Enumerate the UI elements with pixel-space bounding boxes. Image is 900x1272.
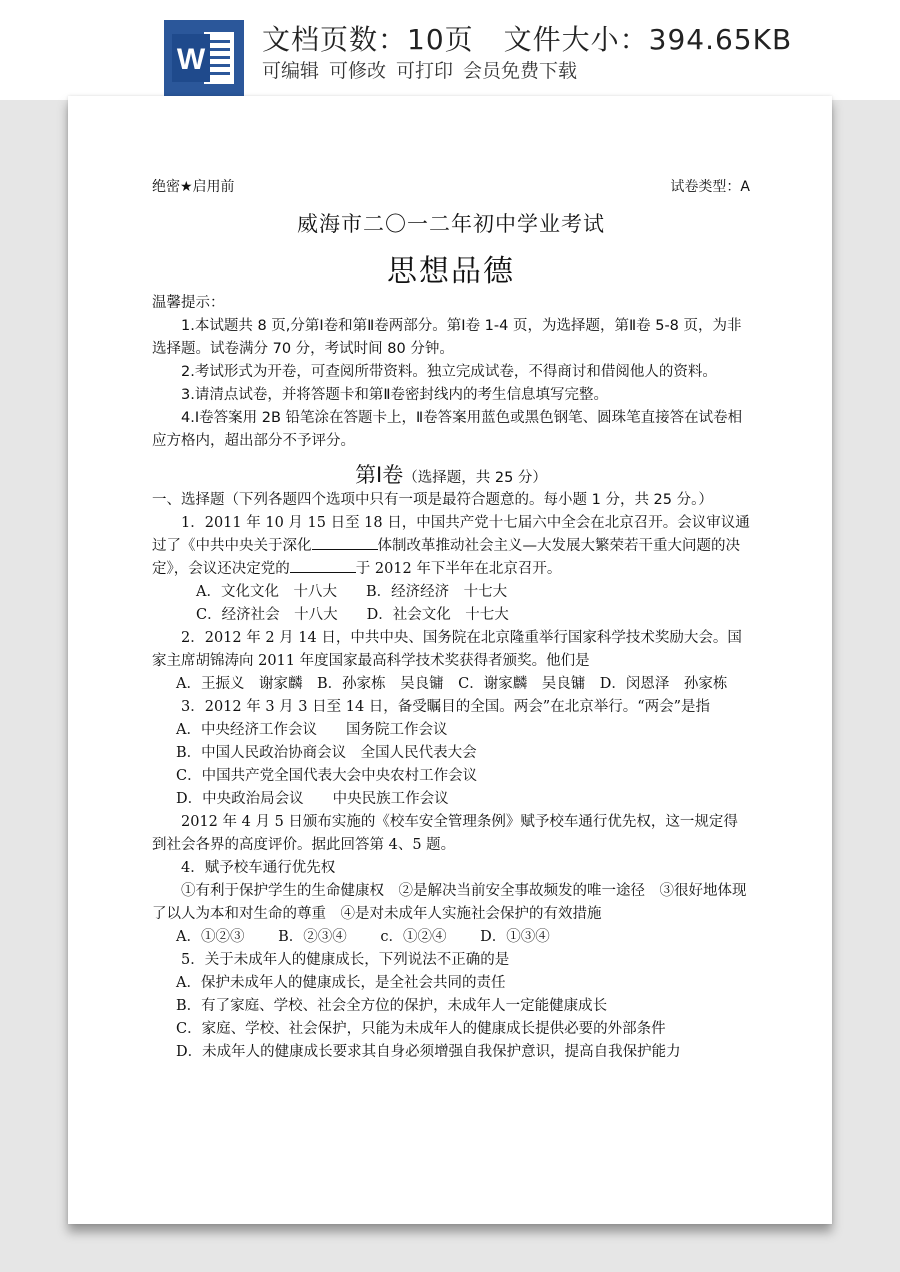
part-title: 一、选择题（下列各题四个选项中只有一项是最符合题意的。每小题 1 分，共 25 分。） — [152, 492, 713, 508]
blank-line — [290, 558, 356, 573]
question-2: 2．2012 年 2 月 14 日，中共中央、国务院在北京隆重举行国家科学技术奖励大会。国家主席胡锦涛向 2011 年度国家最高科学技术奖获得者颁奖。他们是 — [152, 630, 742, 669]
option: A．保护未成年人的健康成长，是全社会共同的责任 — [176, 975, 506, 991]
word-document-icon — [164, 20, 244, 96]
feature-modifiable: 可修改 — [329, 60, 387, 82]
notice-item: 4.Ⅰ卷答案用 2B 铅笔涂在答题卡上，Ⅱ卷答案用蓝色或黑色钢笔、圆珠笔直接答在试卷相应方格内，超出部分不予评分。 — [152, 410, 743, 449]
q1-options-row — [152, 604, 750, 627]
question-4: 4．赋予校车通行优先权 — [181, 860, 336, 876]
page-count: 文档页数：10页 — [262, 23, 474, 56]
confidential-label: 绝密★启用前 — [152, 179, 235, 195]
page-header — [152, 176, 750, 196]
q2-options-row — [152, 673, 750, 696]
feature-list — [262, 56, 587, 83]
option: A．王振义 谢家麟 — [176, 676, 303, 692]
question-3: 3．2012 年 3 月 3 日至 14 日，备受瞩目的全国。两会”在北京举行。“两会”是指 — [181, 699, 711, 715]
option: B．经济经济 十七大 — [365, 584, 508, 600]
option: C．谢家麟 吴良镛 — [458, 676, 586, 692]
q4-options-row — [152, 926, 750, 949]
notice-item: 3.请清点试卷，并将答题卡和第Ⅱ卷密封线内的考生信息填写完整。 — [181, 387, 608, 403]
option: A．①②③ — [176, 929, 245, 945]
file-size: 文件大小：394.65KB — [503, 23, 793, 56]
section-name: 第Ⅰ卷 — [355, 463, 404, 487]
option: D．社会文化 十七大 — [366, 607, 509, 623]
word-icon-letter: W — [176, 43, 206, 76]
page-content — [152, 176, 750, 1064]
q1-options-row — [152, 581, 750, 604]
option: A．文化文化 十八大 — [196, 584, 337, 600]
feature-editable: 可编辑 — [262, 60, 320, 82]
feature-printable: 可打印 — [396, 60, 454, 82]
section-note: （选择题，共 25 分） — [403, 470, 547, 486]
q4-statements: ①有利于保护学生的生命健康权 ②是解决当前安全事故频发的唯一途径 ③很好地体现了以人为本和对生命的尊重 ④是对未成年人实施社会保护的有效措施 — [152, 883, 747, 922]
option: B．孙家栋 吴良镛 — [316, 676, 444, 692]
option: C．中国共产党全国代表大会中央农村工作会议 — [176, 768, 478, 784]
feature-member-download: 会员免费下载 — [463, 60, 578, 82]
option: c．①②④ — [380, 929, 447, 945]
option: B．中国人民政治协商会议 全国人民代表大会 — [176, 745, 477, 761]
notice-item: 2.考试形式为开卷，可查阅所带资料。独立完成试卷，不得商讨和借阅他人的资料。 — [181, 364, 717, 380]
option: D．闵恩泽 孙家栋 — [599, 676, 728, 692]
option: C．家庭、学校、社会保护，只能为未成年人的健康成长提供必要的外部条件 — [176, 1021, 666, 1037]
blank-line — [312, 535, 378, 550]
download-banner — [0, 0, 900, 100]
option: B．②③④ — [278, 929, 347, 945]
question-list — [152, 489, 750, 1064]
question-5: 5．关于未成年人的健康成长，下列说法不正确的是 — [181, 952, 510, 968]
subject-title: 思想品德 — [387, 254, 515, 289]
notice-item: 1.本试题共 8 页,分第Ⅰ卷和第Ⅱ卷两部分。第Ⅰ卷 1-4 页，为选择题，第Ⅱ卷 5-8 页，为非选择题。试卷满分 70 分，考试时间 80 分钟。 — [152, 318, 742, 357]
paper-type: 试卷类型：A — [670, 179, 750, 195]
file-info — [262, 18, 822, 58]
section-heading — [152, 459, 750, 489]
option: D．①③④ — [480, 929, 550, 945]
option: D．中央政治局会议 中央民族工作会议 — [176, 791, 449, 807]
notice-title: 温馨提示： — [152, 295, 225, 311]
notice-block — [152, 292, 750, 453]
exam-title: 威海市二〇一二年初中学业考试 — [297, 212, 605, 236]
document-page — [68, 96, 832, 1224]
option: C．经济社会 十八大 — [196, 607, 338, 623]
option: B．有了家庭、学校、社会全方位的保护，未成年人一定能健康成长 — [176, 998, 608, 1014]
question-4-5-intro: 2012 年 4 月 5 日颁布实施的《校车安全管理条例》赋予校车通行优先权，这一规定得到社会各界的高度评价。据此回答第 4、5 题。 — [152, 814, 738, 853]
question-1: 1．2011 年 10 月 15 日至 18 日，中国共产党十七届六中全会在北京召开。会议审议通过了《中共中央关于深化 体制改革推动社会主义—大发展大繁荣若干重大问题的决定》，会议还决定党的 于 2012 年下半年在北京召开。 — [152, 515, 750, 577]
option: D．未成年人的健康成长要求其自身必须增强自我保护意识，提高自我保护能力 — [176, 1044, 681, 1060]
option: A．中央经济工作会议 国务院工作会议 — [176, 722, 448, 738]
